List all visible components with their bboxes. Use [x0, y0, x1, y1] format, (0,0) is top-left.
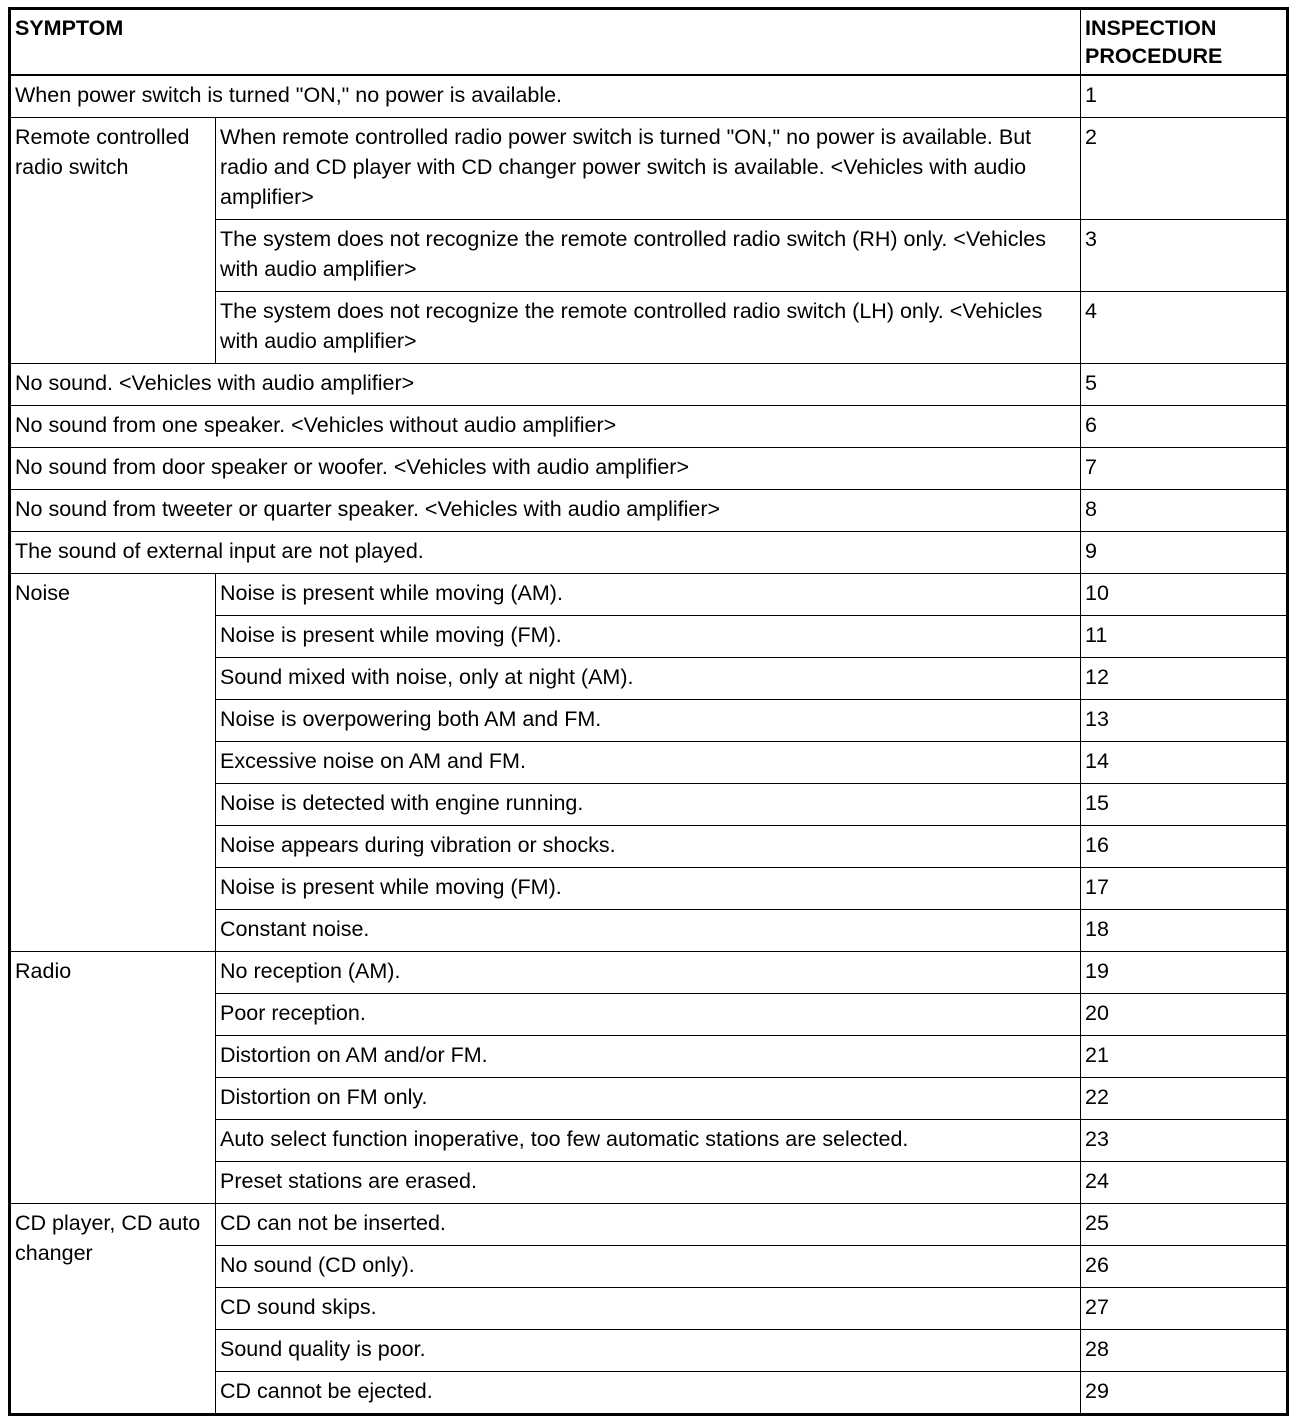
procedure-cell: 17 [1081, 868, 1288, 910]
symptom-cell: Poor reception. [216, 994, 1081, 1036]
symptom-cell: Noise is present while moving (FM). [216, 868, 1081, 910]
procedure-cell: 3 [1081, 220, 1288, 292]
procedure-cell: 29 [1081, 1372, 1288, 1415]
symptom-cell: Noise is overpowering both AM and FM. [216, 700, 1081, 742]
symptom-cell: CD cannot be ejected. [216, 1372, 1081, 1415]
symptom-cell: Noise appears during vibration or shocks. [216, 826, 1081, 868]
symptom-cell: The sound of external input are not played. [10, 532, 1081, 574]
procedure-cell: 15 [1081, 784, 1288, 826]
procedure-cell: 14 [1081, 742, 1288, 784]
table-row [10, 490, 1288, 532]
group-cell-cd-player: CD player, CD auto changer [10, 1204, 216, 1415]
symptom-cell: No sound from door speaker or woofer. <Vehicles with audio amplifier> [10, 448, 1081, 490]
procedure-cell: 4 [1081, 292, 1288, 364]
symptom-cell: Distortion on AM and/or FM. [216, 1036, 1081, 1078]
symptom-cell: No sound from one speaker. <Vehicles without audio amplifier> [10, 406, 1081, 448]
procedure-cell: 12 [1081, 658, 1288, 700]
procedure-cell: 13 [1081, 700, 1288, 742]
table-row [10, 574, 1288, 616]
table-header-row [10, 9, 1288, 76]
table-row [10, 1204, 1288, 1246]
procedure-cell: 7 [1081, 448, 1288, 490]
procedure-cell: 16 [1081, 826, 1288, 868]
group-cell-remote-switch: Remote controlled radio switch [10, 118, 216, 364]
procedure-cell: 22 [1081, 1078, 1288, 1120]
symptom-cell: No sound (CD only). [216, 1246, 1081, 1288]
symptom-cell: Distortion on FM only. [216, 1078, 1081, 1120]
table-row [10, 118, 1288, 220]
procedure-cell: 25 [1081, 1204, 1288, 1246]
procedure-cell: 18 [1081, 910, 1288, 952]
symptom-cell: The system does not recognize the remote controlled radio switch (LH) only. <Vehicles with audio amplifier> [216, 292, 1081, 364]
symptom-table [8, 7, 1289, 1416]
symptom-cell: No reception (AM). [216, 952, 1081, 994]
procedure-cell: 23 [1081, 1120, 1288, 1162]
procedure-cell: 6 [1081, 406, 1288, 448]
symptom-cell: When remote controlled radio power switch is turned "ON," no power is available. But radio and CD player with CD changer power switch is available. <Vehicles with audio amplifier> [216, 118, 1081, 220]
procedure-cell: 9 [1081, 532, 1288, 574]
symptom-cell: CD sound skips. [216, 1288, 1081, 1330]
procedure-cell: 27 [1081, 1288, 1288, 1330]
group-cell-noise: Noise [10, 574, 216, 952]
procedure-cell: 11 [1081, 616, 1288, 658]
header-inspection-procedure: INSPECTION PROCEDURE [1081, 9, 1288, 76]
table-row [10, 952, 1288, 994]
symptom-cell: The system does not recognize the remote controlled radio switch (RH) only. <Vehicles with audio amplifier> [216, 220, 1081, 292]
procedure-cell: 5 [1081, 364, 1288, 406]
table-row [10, 532, 1288, 574]
symptom-cell: When power switch is turned "ON," no power is available. [10, 75, 1081, 118]
procedure-cell: 28 [1081, 1330, 1288, 1372]
symptom-cell: Noise is present while moving (AM). [216, 574, 1081, 616]
symptom-cell: Excessive noise on AM and FM. [216, 742, 1081, 784]
group-cell-radio: Radio [10, 952, 216, 1204]
symptom-cell: Sound mixed with noise, only at night (AM). [216, 658, 1081, 700]
symptom-cell: Sound quality is poor. [216, 1330, 1081, 1372]
table-row [10, 75, 1288, 118]
header-symptom: SYMPTOM [10, 9, 1081, 76]
symptom-cell: Auto select function inoperative, too few automatic stations are selected. [216, 1120, 1081, 1162]
procedure-cell: 19 [1081, 952, 1288, 994]
symptom-cell: Noise is detected with engine running. [216, 784, 1081, 826]
procedure-cell: 1 [1081, 75, 1288, 118]
symptom-cell: Preset stations are erased. [216, 1162, 1081, 1204]
table-row [10, 364, 1288, 406]
symptom-cell: Constant noise. [216, 910, 1081, 952]
procedure-cell: 24 [1081, 1162, 1288, 1204]
procedure-cell: 20 [1081, 994, 1288, 1036]
symptom-cell: Noise is present while moving (FM). [216, 616, 1081, 658]
procedure-cell: 26 [1081, 1246, 1288, 1288]
symptom-cell: No sound from tweeter or quarter speaker. <Vehicles with audio amplifier> [10, 490, 1081, 532]
procedure-cell: 8 [1081, 490, 1288, 532]
table-row [10, 448, 1288, 490]
procedure-cell: 2 [1081, 118, 1288, 220]
procedure-cell: 21 [1081, 1036, 1288, 1078]
procedure-cell: 10 [1081, 574, 1288, 616]
table-row [10, 406, 1288, 448]
symptom-cell: No sound. <Vehicles with audio amplifier> [10, 364, 1081, 406]
symptom-cell: CD can not be inserted. [216, 1204, 1081, 1246]
